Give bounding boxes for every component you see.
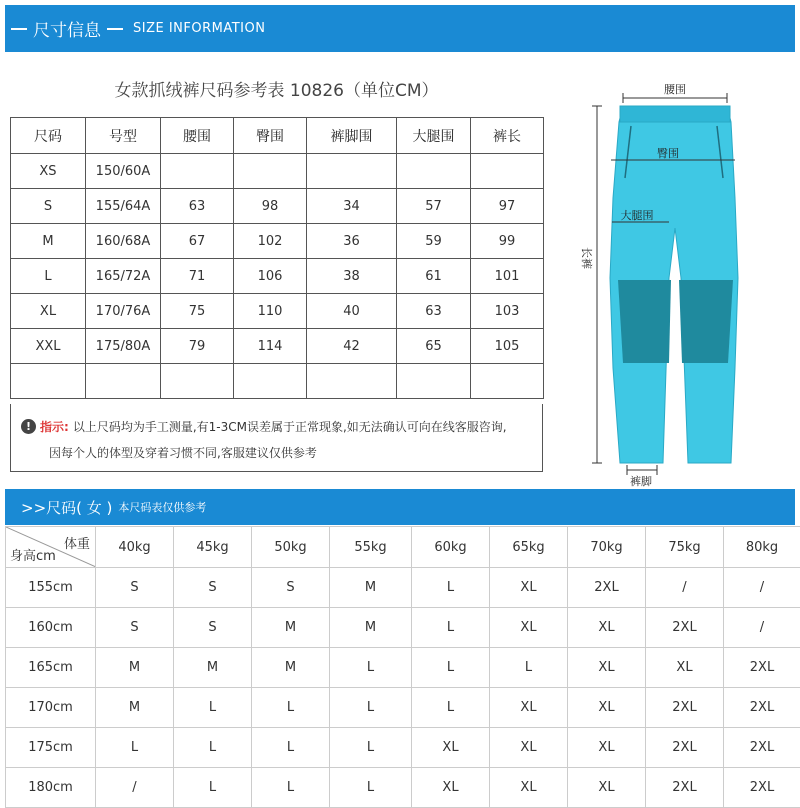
size-table-row — [11, 259, 544, 294]
size-table-header: 尺码 — [11, 118, 86, 154]
height-cell: 180cm — [6, 768, 96, 808]
height-cell: 155cm — [6, 568, 96, 608]
size-table-header: 大腿围 — [397, 118, 471, 154]
note-box — [10, 404, 543, 472]
weight-column-header: 40kg — [96, 527, 174, 568]
size-table-cell — [307, 154, 397, 189]
recommend-size-cell: L — [174, 768, 252, 808]
height-header: 身高cm — [10, 545, 56, 564]
recommend-size-cell: M — [330, 608, 412, 648]
size-table-cell: 175/80A — [86, 329, 161, 364]
header-diagonal-cell — [6, 527, 96, 568]
recommend-row — [6, 728, 800, 768]
recommend-size-cell: / — [96, 768, 174, 808]
size-table-row — [11, 224, 544, 259]
recommend-size-cell: L — [330, 768, 412, 808]
size-table-row — [11, 154, 544, 189]
size-table-cell: 42 — [307, 329, 397, 364]
recommend-size-cell: XL — [490, 568, 568, 608]
recommend-size-cell: M — [174, 648, 252, 688]
recommend-size-cell: 2XL — [724, 728, 800, 768]
recommend-size-cell: XL — [568, 608, 646, 648]
waistband — [620, 106, 730, 122]
size-table-header: 裤脚围 — [307, 118, 397, 154]
recommend-size-cell: M — [96, 688, 174, 728]
recommend-size-cell: L — [412, 568, 490, 608]
weight-column-header: 60kg — [412, 527, 490, 568]
size-section-header — [5, 489, 795, 525]
recommend-size-cell: M — [252, 648, 330, 688]
size-table-cell — [307, 364, 397, 399]
section-title: >>尺码( 女 ) — [21, 497, 112, 518]
size-table-cell: 99 — [471, 224, 544, 259]
recommend-size-cell: 2XL — [724, 768, 800, 808]
recommend-size-cell: XL — [490, 608, 568, 648]
recommend-size-cell: 2XL — [646, 608, 724, 648]
recommend-size-cell: S — [96, 608, 174, 648]
recommend-row — [6, 568, 800, 608]
length-label: 长裤 — [580, 247, 594, 269]
recommend-size-cell: M — [96, 648, 174, 688]
size-table-cell: 106 — [234, 259, 307, 294]
recommend-size-cell: / — [724, 568, 800, 608]
size-table-cell — [471, 364, 544, 399]
size-table-cell: 79 — [161, 329, 234, 364]
size-table-cell: 101 — [471, 259, 544, 294]
size-table-cell: 59 — [397, 224, 471, 259]
size-table-cell: L — [11, 259, 86, 294]
size-table-cell — [471, 154, 544, 189]
recommend-size-cell: L — [490, 648, 568, 688]
size-table-cell: 71 — [161, 259, 234, 294]
size-table-cell: 155/64A — [86, 189, 161, 224]
size-table-cell: 38 — [307, 259, 397, 294]
recommend-size-cell: XL — [568, 728, 646, 768]
weight-header: 体重 — [64, 533, 90, 552]
size-table-cell: 160/68A — [86, 224, 161, 259]
header-title-en: SIZE INFORMATION — [133, 21, 265, 36]
size-table-row — [11, 294, 544, 329]
knee-panel-right — [679, 280, 733, 363]
recommend-size-cell: 2XL — [724, 688, 800, 728]
recommend-size-cell: L — [330, 688, 412, 728]
height-cell: 160cm — [6, 608, 96, 648]
size-table-cell: 34 — [307, 189, 397, 224]
recommend-size-cell: L — [252, 768, 330, 808]
size-table-cell: 36 — [307, 224, 397, 259]
recommend-size-cell: 2XL — [724, 648, 800, 688]
size-table-cell: 67 — [161, 224, 234, 259]
thigh-label: 大腿围 — [621, 208, 654, 222]
size-table-cell: XL — [11, 294, 86, 329]
recommend-size-cell: L — [252, 688, 330, 728]
size-table-cell — [397, 364, 471, 399]
waist-label: 腰围 — [664, 83, 686, 96]
recommend-size-cell: 2XL — [646, 768, 724, 808]
size-table-cell: 110 — [234, 294, 307, 329]
size-table-cell: 61 — [397, 259, 471, 294]
recommend-size-cell: L — [330, 728, 412, 768]
size-table-cell — [161, 364, 234, 399]
size-table-cell: M — [11, 224, 86, 259]
recommend-size-cell: M — [252, 608, 330, 648]
hip-label: 臀围 — [657, 147, 679, 160]
recommend-row — [6, 768, 800, 808]
recommend-row — [6, 688, 800, 728]
recommend-size-cell: 2XL — [568, 568, 646, 608]
size-table-cell — [11, 364, 86, 399]
recommend-size-cell: L — [96, 728, 174, 768]
weight-column-header: 80kg — [724, 527, 800, 568]
knee-panel-left — [618, 280, 671, 363]
size-table-cell: 75 — [161, 294, 234, 329]
size-table-cell: 114 — [234, 329, 307, 364]
recommend-size-cell: XL — [568, 688, 646, 728]
recommend-size-cell: M — [330, 568, 412, 608]
size-table-row — [11, 189, 544, 224]
size-table-cell: 65 — [397, 329, 471, 364]
size-table-cell: 40 — [307, 294, 397, 329]
recommend-size-cell: S — [174, 608, 252, 648]
size-table-cell: 150/60A — [86, 154, 161, 189]
size-table-cell: 63 — [161, 189, 234, 224]
note-line-2: 因每个人的体型及穿着习惯不同,客服建议仅供参考 — [49, 444, 317, 461]
size-table-cell: 63 — [397, 294, 471, 329]
size-table-header: 腰围 — [161, 118, 234, 154]
size-table-cell: XXL — [11, 329, 86, 364]
recommend-size-cell: L — [330, 648, 412, 688]
recommend-size-cell: XL — [490, 728, 568, 768]
recommend-row — [6, 648, 800, 688]
size-table-cell: 102 — [234, 224, 307, 259]
size-table — [10, 117, 544, 399]
recommend-size-cell: 2XL — [646, 728, 724, 768]
recommend-size-cell: S — [96, 568, 174, 608]
height-cell: 165cm — [6, 648, 96, 688]
size-table-header: 裤长 — [471, 118, 544, 154]
recommend-size-cell: S — [174, 568, 252, 608]
recommend-size-cell: XL — [568, 768, 646, 808]
size-table-cell — [161, 154, 234, 189]
size-table-cell — [397, 154, 471, 189]
weight-column-header: 65kg — [490, 527, 568, 568]
recommend-row — [6, 608, 800, 648]
size-table-row — [11, 364, 544, 399]
weight-column-header: 50kg — [252, 527, 330, 568]
recommend-size-cell: L — [412, 608, 490, 648]
size-table-cell: 97 — [471, 189, 544, 224]
note-line-1: 以上尺码均为手工测量,有1-3CM误差属于正常现象,如无法确认可向在线客服咨询, — [73, 418, 507, 435]
recommend-size-cell: L — [412, 688, 490, 728]
recommend-size-cell: XL — [646, 648, 724, 688]
header-title-cn: 尺寸信息 — [33, 16, 101, 41]
recommend-size-cell: L — [412, 648, 490, 688]
size-table-cell: S — [11, 189, 86, 224]
height-cell: 175cm — [6, 728, 96, 768]
pants-diagram — [565, 78, 800, 488]
size-table-cell: 103 — [471, 294, 544, 329]
recommend-size-cell: XL — [490, 768, 568, 808]
size-table-header: 号型 — [86, 118, 161, 154]
weight-column-header: 45kg — [174, 527, 252, 568]
size-table-cell: 165/72A — [86, 259, 161, 294]
recommend-table — [5, 526, 800, 808]
recommend-size-cell: 2XL — [646, 688, 724, 728]
recommend-size-cell: XL — [412, 768, 490, 808]
size-table-cell — [86, 364, 161, 399]
size-table-header: 臀围 — [234, 118, 307, 154]
size-info-header — [5, 5, 795, 52]
recommend-size-cell: L — [174, 688, 252, 728]
size-table-cell: 105 — [471, 329, 544, 364]
size-table-cell: 98 — [234, 189, 307, 224]
recommend-size-cell: S — [252, 568, 330, 608]
recommend-size-cell: XL — [490, 688, 568, 728]
height-cell: 170cm — [6, 688, 96, 728]
size-table-cell: 57 — [397, 189, 471, 224]
hem-label: 裤脚 — [630, 474, 652, 488]
size-table-title: 女款抓绒裤尺码参考表 10826（单位CM） — [10, 76, 543, 101]
recommend-size-cell: / — [646, 568, 724, 608]
recommend-size-cell: L — [174, 728, 252, 768]
note-label: 指示: — [40, 418, 69, 435]
dash-left — [11, 28, 27, 30]
recommend-size-cell: XL — [568, 648, 646, 688]
weight-column-header: 75kg — [646, 527, 724, 568]
recommend-size-cell: / — [724, 608, 800, 648]
weight-column-header: 55kg — [330, 527, 412, 568]
section-subtitle: 本尺码表仅供参考 — [118, 499, 206, 515]
warning-icon: ! — [21, 419, 36, 434]
recommend-size-cell: XL — [412, 728, 490, 768]
recommend-size-cell: L — [252, 728, 330, 768]
weight-column-header: 70kg — [568, 527, 646, 568]
size-table-cell — [234, 154, 307, 189]
size-table-row — [11, 329, 544, 364]
size-table-cell — [234, 364, 307, 399]
dash-right — [107, 28, 123, 30]
size-table-cell: 170/76A — [86, 294, 161, 329]
size-table-cell: XS — [11, 154, 86, 189]
